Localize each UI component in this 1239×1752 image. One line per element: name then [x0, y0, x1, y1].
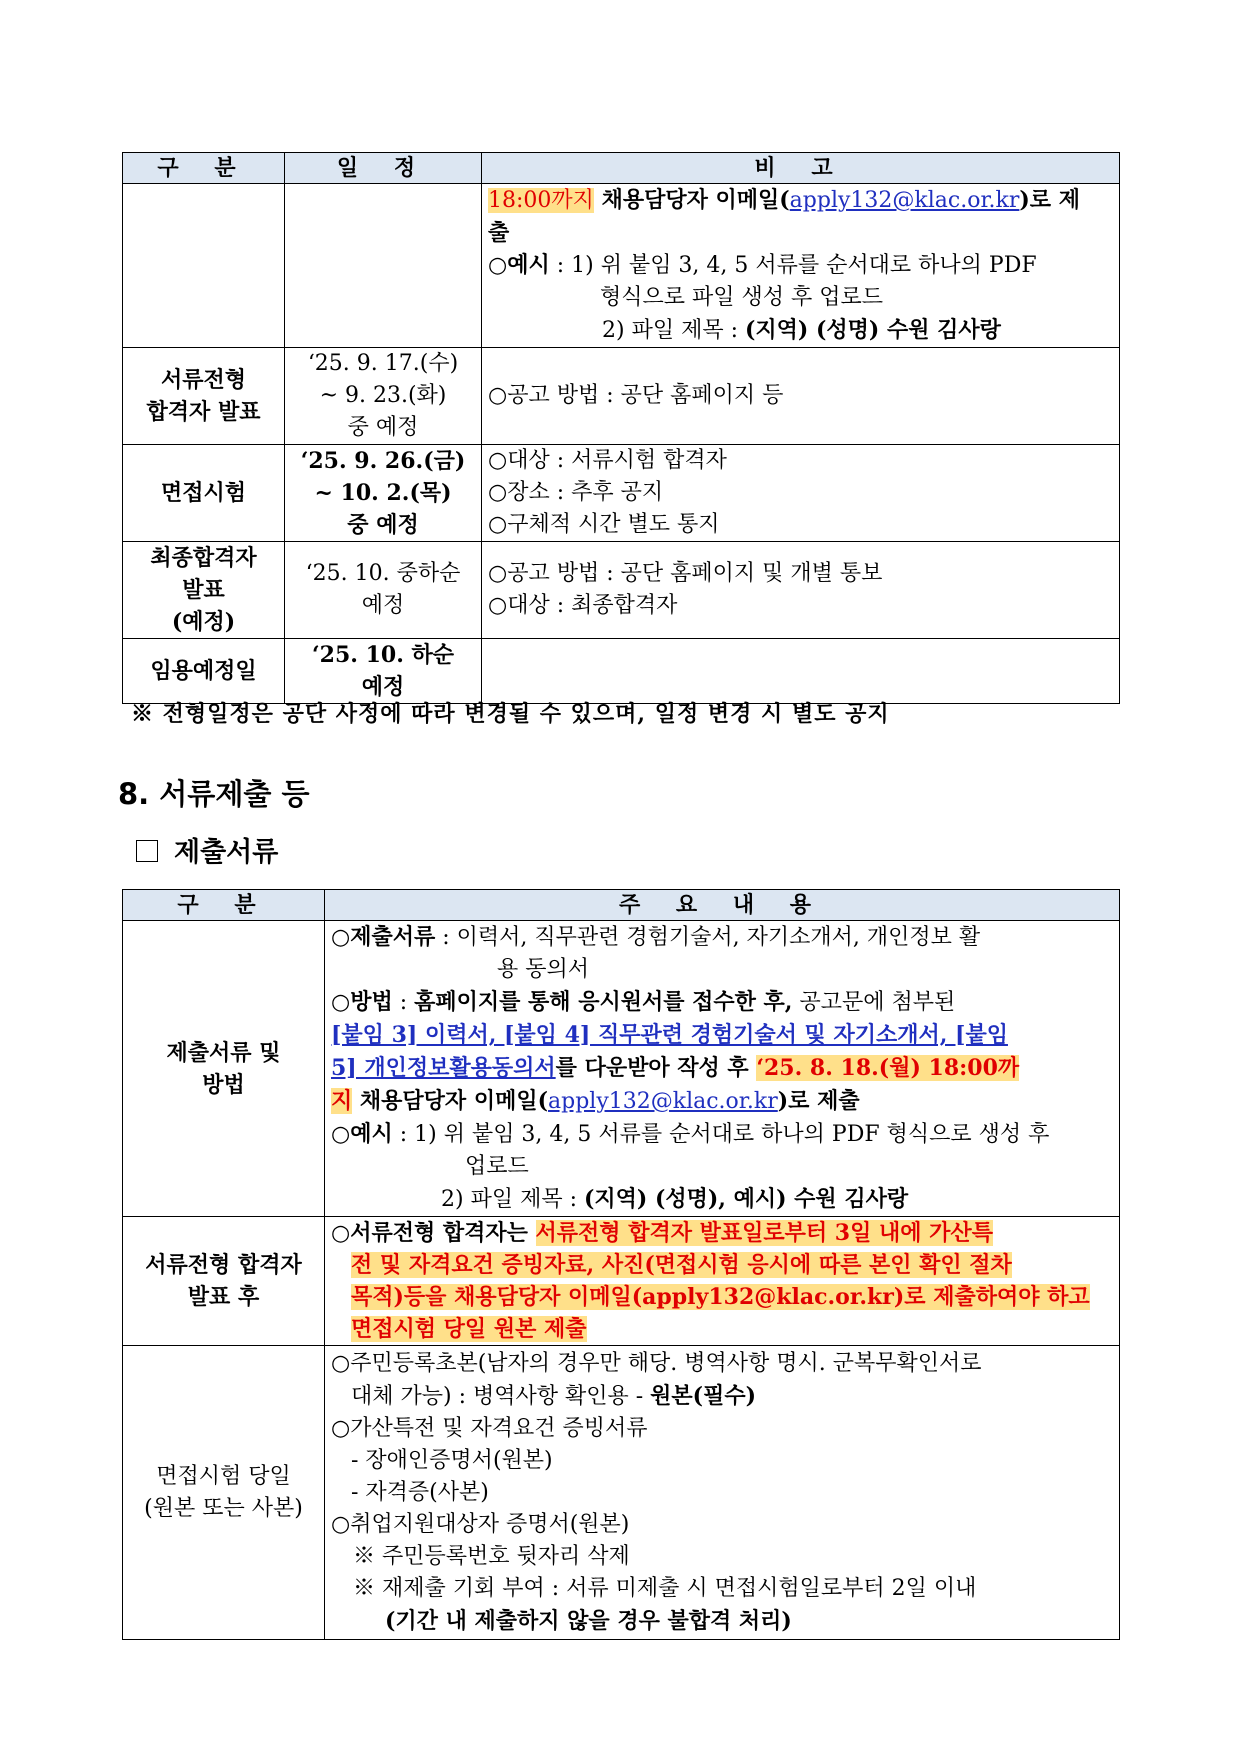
schedule-header-row — [123, 153, 1120, 184]
header-schedule: 일 정 — [285, 153, 482, 184]
header-remarks: 비 고 — [482, 153, 1120, 184]
email-link[interactable]: apply132@klac.or.kr — [548, 1089, 778, 1114]
documents-row-method: 제출서류 및 방법 ○제출서류 : 이력서, 직무관련 경험기술서, 자기소개서, 개인정보 활 용 동의서 ○방법 : 홈페이지를 통해 응시원서를 접수한 후, 공고문에 첨부된 [붙임 3] 이력서, [붙임 4] 직무관련 경험기술서 및 자기소개서, [붙임 5] 개인정보활용동의서를 다운받아 작성 후 ‘25. 8. 18.(월) 18:00까 지 채용담당자 이메일(apply132@klac.or.kr)로 제출 ○예시 : 1) 위 붙임 3, 4, 5 서류를 순서대로 하나의 PDF 형식으로 생성 후 업로드 2) 파일 제목 : (지역) (성명), 예시) 수원 김사랑 — [123, 921, 1120, 1217]
header-content: 주 요 내 용 — [325, 890, 1120, 921]
schedule-row-appointment: 임용예정일 ‘25. 10. 하순 예정 — [123, 639, 1120, 704]
schedule-row-interview: 면접시험 ‘25. 9. 26.(금) ~ 10. 2.(목) 중 예정 ○대상 : 서류시험 합격자 ○장소 : 추후 공지 ○구체적 시간 별도 통지 — [123, 445, 1120, 542]
deadline-time: 18:00까지 — [488, 188, 594, 213]
schedule-table — [122, 152, 1120, 704]
attachment-link-2[interactable]: 5] 개인정보활용동의서 — [331, 1055, 556, 1081]
schedule-row-final-result: 최종합격자 발표 (예정) ‘25. 10. 중하순 예정 ○공고 방법 : 공단 홈페이지 및 개별 통보 ○대상 : 최종합격자 — [123, 542, 1120, 639]
documents-row-interview-day: 면접시험 당일 (원본 또는 사본) ○주민등록초본(남자의 경우만 해당. 병역사항 명시. 군복무확인서로 대체 가능) : 병역사항 확인용 - 원본(필수) ○가산특전 및 자격요건 증빙서류 - 장애인증명서(원본) - 자격증(사본) ○취업지원대상자 증명서(원본) ※ 주민등록번호 뒷자리 삭제 ※ 재제출 기회 부여 : 서류 미제출 시 면접시험일로부터 2일 이내 (기간 내 제출하지 않을 경우 불합격 처리) — [123, 1346, 1120, 1640]
subsection-title: 제출서류 — [136, 830, 278, 869]
header-category: 구 분 — [123, 153, 285, 184]
checkbox-square-icon — [136, 840, 158, 862]
schedule-row-submission: 18:00까지 채용담당자 이메일(apply132@klac.or.kr)로 제 출 ○예시 : 1) 위 붙임 3, 4, 5 서류를 순서대로 하나의 PDF 형식으로 파일 생성 후 업로드 2) 파일 제목 : (지역) (성명) 수원 김사랑 — [123, 184, 1120, 348]
documents-header-row — [123, 890, 1120, 921]
section-title: 8. 서류제출 등 — [118, 777, 310, 811]
documents-row-after-result: 서류전형 합격자 발표 후 ○서류전형 합격자는 서류전형 합격자 발표일로부터 3일 내에 가산특 전 및 자격요건 증빙자료, 사진(면접시험 응시에 따른 본인 확인 절차 목적)등을 채용담당자 이메일(apply132@klac.or.kr)로 제출하여야 하고 면접시험 당일 원본 제출 — [123, 1217, 1120, 1346]
schedule-row-document-result: 서류전형 합격자 발표 ‘25. 9. 17.(수) ~ 9. 23.(화) 중 예정 ○공고 방법 : 공단 홈페이지 등 — [123, 348, 1120, 445]
attachment-link-1[interactable]: [붙임 3] 이력서, [붙임 4] 직무관련 경험기술서 및 자기소개서, [붙임 — [331, 1022, 1008, 1048]
schedule-note: ※ 전형일정은 공단 사정에 따라 변경될 수 있으며, 일정 변경 시 별도 공지 — [131, 701, 890, 727]
email-link[interactable]: apply132@klac.or.kr — [789, 188, 1020, 213]
documents-table — [122, 889, 1120, 1640]
header-category: 구 분 — [123, 890, 325, 921]
